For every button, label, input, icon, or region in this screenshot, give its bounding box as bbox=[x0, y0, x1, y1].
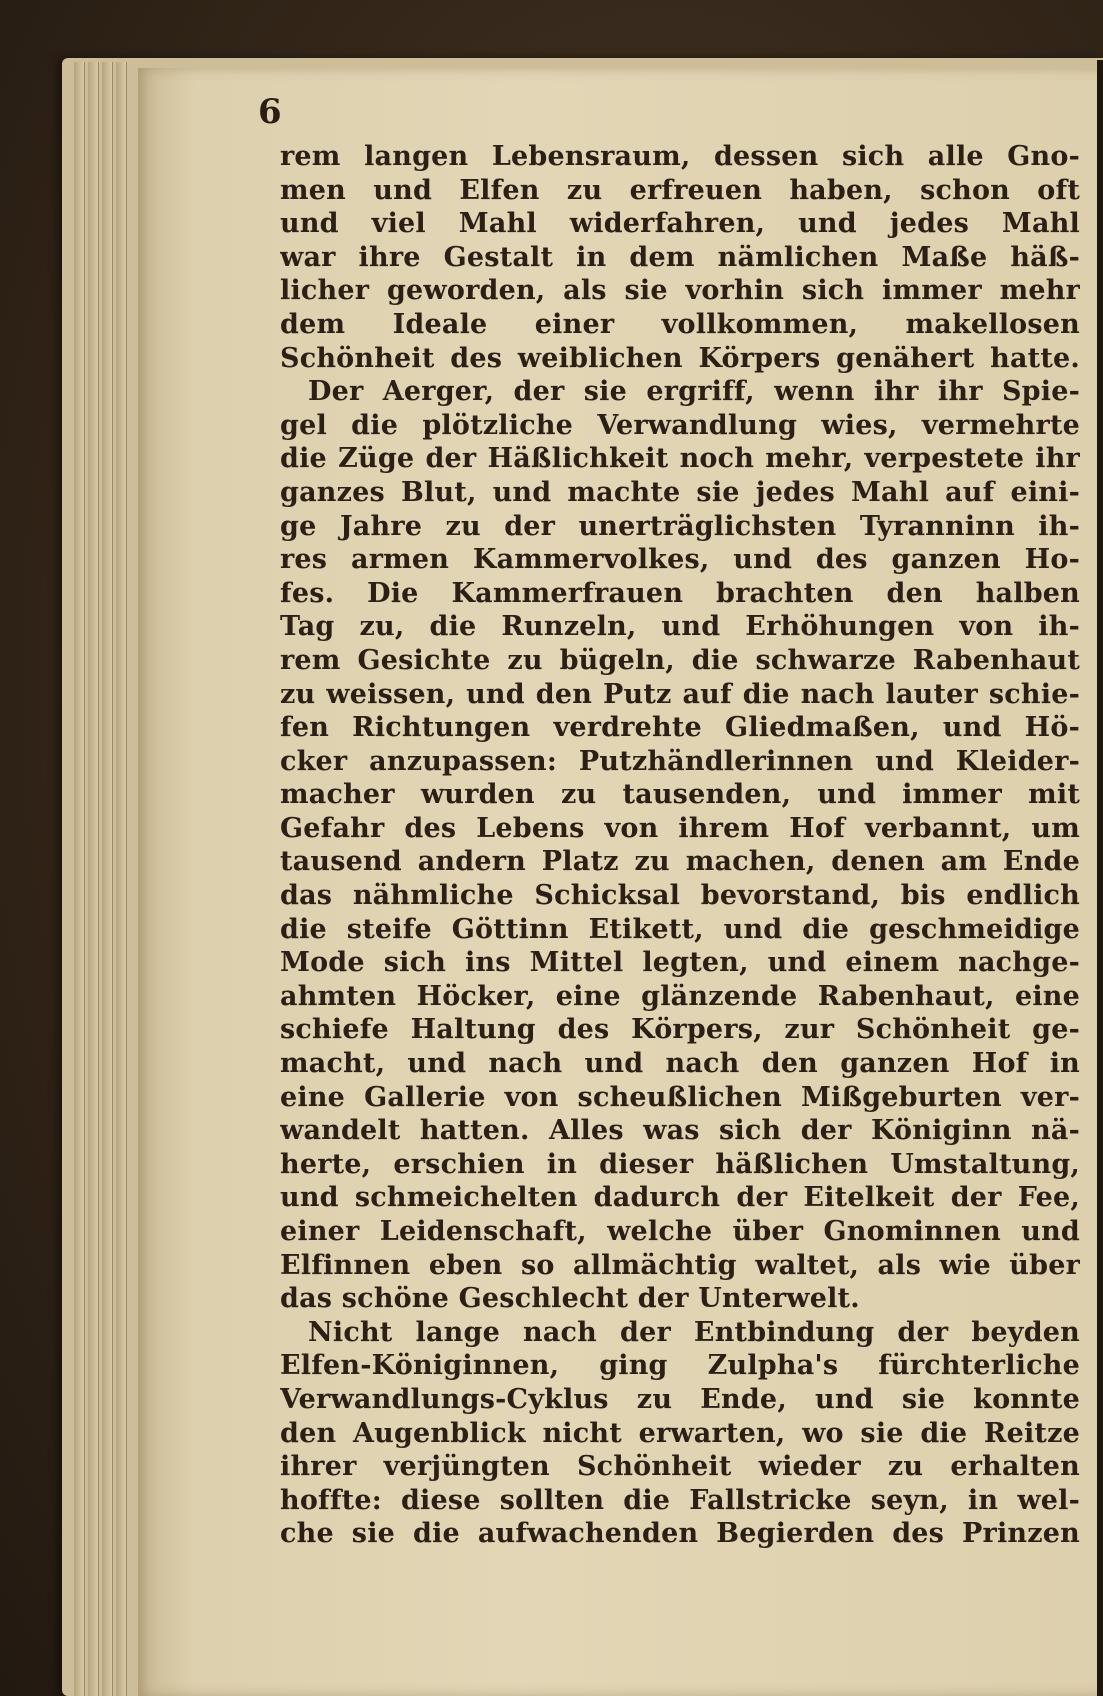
text-line: Schönheit des weiblichen Körpers genähert hatte. bbox=[280, 342, 1080, 374]
text-line: cker anzupassen: Putzhändlerinnen und Kleider- bbox=[280, 745, 1080, 777]
text-line: dem Ideale einer vollkommen, makellosen bbox=[280, 308, 1080, 340]
text-line: gel die plötzliche Verwandlung wies, vermehrte bbox=[280, 409, 1080, 441]
text-line: ganzes Blut, und machte sie jedes Mahl auf eini- bbox=[280, 476, 1080, 508]
text-line: rem langen Lebensraum, dessen sich alle Gno- bbox=[280, 141, 1080, 172]
text-line: fes. Die Kammerfrauen brachten den halben bbox=[280, 577, 1080, 609]
text-line: Tag zu, die Runzeln, und Erhöhungen von ih- bbox=[280, 611, 1080, 643]
text-line: Der Aerger, der sie ergriff, wenn ihr ihr Spie- bbox=[308, 376, 1080, 408]
text-line: hoffte: diese sollten die Fallstricke seyn, in wel- bbox=[280, 1484, 1080, 1516]
text-line: den Augenblick nicht erwarten, wo sie die Reitze bbox=[280, 1417, 1080, 1449]
page-edge bbox=[102, 62, 113, 1696]
text-line: ge Jahre zu der unerträglichsten Tyranninn ih- bbox=[280, 510, 1080, 542]
text-line: schiefe Haltung des Körpers, zur Schönheit ge- bbox=[280, 1014, 1080, 1046]
text-line: das nähmliche Schicksal bevorstand, bis endlich bbox=[280, 880, 1080, 912]
text-line: war ihre Gestalt in dem nämlichen Maße häß- bbox=[280, 241, 1080, 273]
text-line: tausend andern Platz zu machen, denen am Ende bbox=[280, 846, 1080, 878]
page-edge-shadow bbox=[1097, 60, 1103, 1696]
text-line: men und Elfen zu erfreuen haben, schon oft bbox=[280, 174, 1080, 206]
text-line: fen Richtungen verdrehte Gliedmaßen, und Hö- bbox=[280, 712, 1080, 744]
text-line: und schmeichelten dadurch der Eitelkeit der Fee, bbox=[280, 1182, 1080, 1214]
text-line: Gefahr des Lebens von ihrem Hof verbannt, um bbox=[280, 812, 1080, 844]
text-line: ihrer verjüngten Schönheit wieder zu erhalten bbox=[280, 1451, 1080, 1483]
page-edge bbox=[74, 62, 85, 1696]
page-text bbox=[280, 140, 1080, 1670]
page-number: 6 bbox=[258, 92, 282, 132]
text-line: zu weissen, und den Putz auf die nach lauter schie- bbox=[280, 678, 1080, 710]
text-line: die Züge der Häßlichkeit noch mehr, verpestete ihr bbox=[280, 443, 1080, 475]
text-line: Mode sich ins Mittel legten, und einem nachge- bbox=[280, 947, 1080, 979]
text-line: Elfinnen eben so allmächtig waltet, als wie über bbox=[280, 1249, 1080, 1281]
text-line: wandelt hatten. Alles was sich der Königinn nä- bbox=[280, 1115, 1080, 1147]
text-line: und viel Mahl widerfahren, und jedes Mahl bbox=[280, 208, 1080, 240]
text-line: herte, erschien in dieser häßlichen Umstaltung, bbox=[280, 1148, 1080, 1180]
text-line: eine Gallerie von scheußlichen Mißgeburten ver- bbox=[280, 1081, 1080, 1113]
text-line: einer Leidenschaft, welche über Gnominnen und bbox=[280, 1216, 1080, 1247]
text-line: macher wurden zu tausenden, und immer mit bbox=[280, 779, 1080, 811]
page-edge bbox=[116, 62, 127, 1696]
text-line: macht, und nach und nach den ganzen Hof in bbox=[280, 1048, 1080, 1080]
text-line: Elfen-Königinnen, ging Zulpha's fürchterliche bbox=[280, 1350, 1080, 1382]
text-line: licher geworden, als sie vorhin sich immer mehr bbox=[280, 275, 1080, 307]
text-line: ahmten Höcker, eine glänzende Rabenhaut, eine bbox=[280, 980, 1080, 1012]
text-line: Nicht lange nach der Entbindung der beyden bbox=[308, 1316, 1080, 1348]
text-line: das schöne Geschlecht der Unterwelt. bbox=[280, 1283, 860, 1315]
page-edge bbox=[88, 62, 99, 1696]
text-line: res armen Kammervolkes, und des ganzen Ho- bbox=[280, 544, 1080, 576]
text-line: Verwandlungs-Cyklus zu Ende, und sie konnte bbox=[280, 1383, 1080, 1415]
text-line: rem Gesichte zu bügeln, die schwarze Rabenhaut bbox=[280, 644, 1080, 676]
text-line: die steife Göttinn Etikett, und die geschmeidige bbox=[280, 913, 1080, 945]
text-line: che sie die aufwachenden Begierden des Prinzen bbox=[280, 1518, 1080, 1550]
